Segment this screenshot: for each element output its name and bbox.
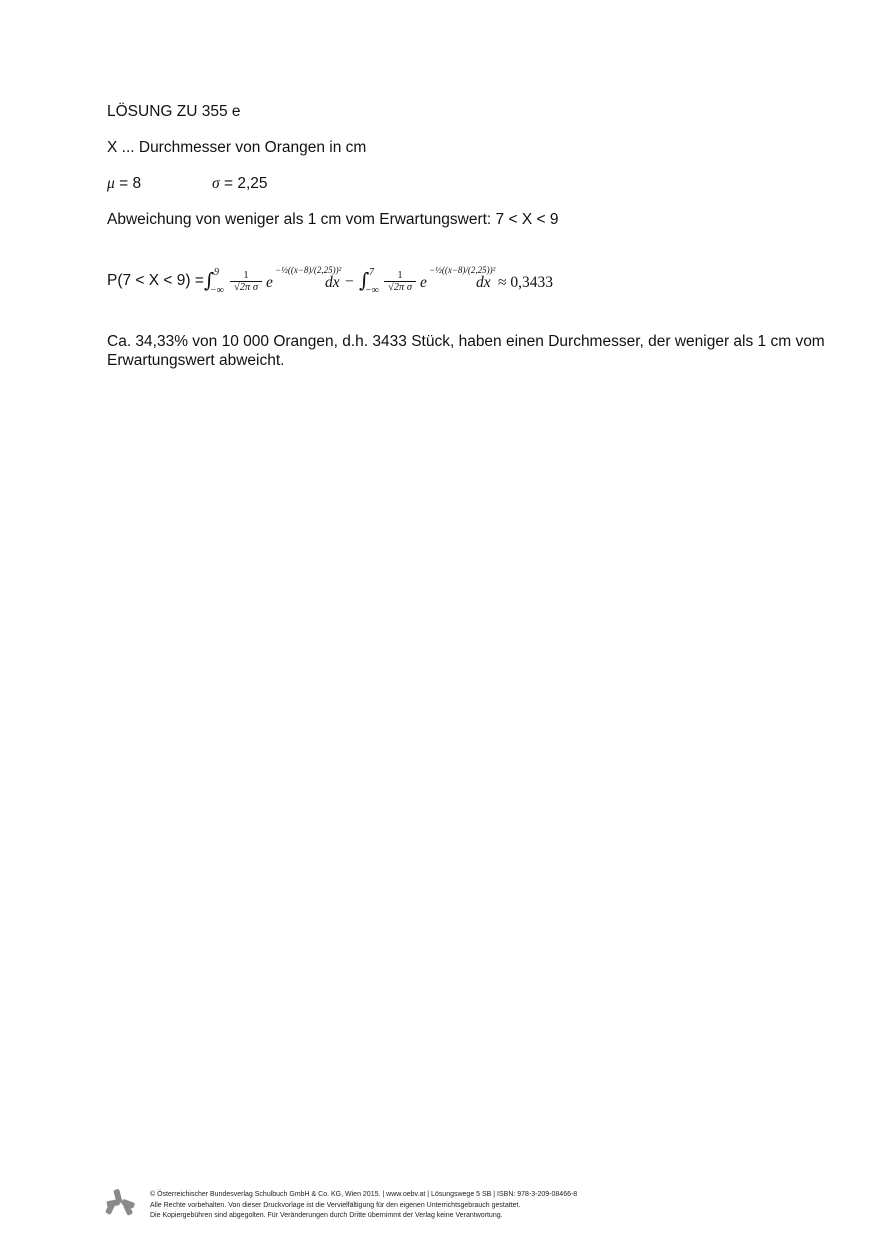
approx-result: ≈ 0,3433: [498, 274, 554, 291]
sigma-value: = 2,25: [223, 175, 268, 192]
footer-rights: Alle Rechte vorbehalten. Von dieser Druckvorlage ist die Vervielfältigung für den eigenen Unterrichtsgebrauch gestattet.: [150, 1201, 521, 1209]
dx-1: dx: [325, 274, 340, 291]
footer-copyright: © Österreichischer Bundesverlag Schulbuch GmbH & Co. KG, Wien 2015. | www.oebv.at | Lösungswege 5 SB | ISBN: 978-3-209-08466-8: [150, 1191, 578, 1198]
fraction-1-denominator: √2π σ: [233, 282, 259, 293]
minus-sign: −: [345, 273, 354, 290]
exp-base-1: e: [266, 274, 273, 291]
footer: [150, 1190, 577, 1222]
fraction-2-numerator: 1: [397, 270, 403, 281]
fraction-2: [384, 270, 416, 294]
exp-base-2: e: [420, 274, 427, 291]
mu-symbol: μ: [107, 175, 115, 192]
integral-2-upper: 7: [369, 267, 374, 278]
fraction-1: [230, 270, 262, 294]
variable-definition: X ... Durchmesser von Orangen in cm: [107, 139, 367, 156]
integral-sign-2: ∫: [359, 268, 370, 292]
exponent-1: −½((x−8)/(2,25))²: [275, 265, 342, 275]
dx-2: dx: [476, 274, 491, 291]
sigma-line: [212, 175, 268, 193]
integral-2-lower: −∞: [365, 285, 379, 296]
integral-sign-1: ∫: [204, 268, 215, 292]
sigma-symbol: σ: [212, 175, 220, 192]
heading: LÖSUNG ZU 355 e: [107, 103, 241, 120]
probability-formula: [107, 262, 667, 304]
integral-1-upper: 9: [214, 267, 219, 278]
mu-value: = 8: [119, 175, 142, 192]
fraction-2-denominator: √2π σ: [387, 282, 413, 293]
deviation-condition: Abweichung von weniger als 1 cm vom Erwartungswert: 7 < X < 9: [107, 211, 559, 228]
integral-1-lower: −∞: [210, 285, 224, 296]
exponent-2: −½((x−8)/(2,25))²: [429, 265, 496, 275]
mu-line: [107, 175, 141, 193]
conclusion-line-2: Erwartungswert abweicht.: [107, 352, 285, 369]
formula-lhs: P(7 < X < 9) =: [107, 272, 204, 289]
conclusion-line-1: Ca. 34,33% von 10 000 Orangen, d.h. 3433 Stück, haben einen Durchmesser, der weniger als 1 cm vom: [107, 333, 825, 350]
publisher-logo-icon: [104, 1188, 136, 1220]
footer-liability: Die Kopiergebühren sind abgegolten. Für Veränderungen durch Dritte übernimmt der Verlag keine Verantwortung.: [150, 1212, 503, 1219]
fraction-1-numerator: 1: [243, 270, 249, 281]
